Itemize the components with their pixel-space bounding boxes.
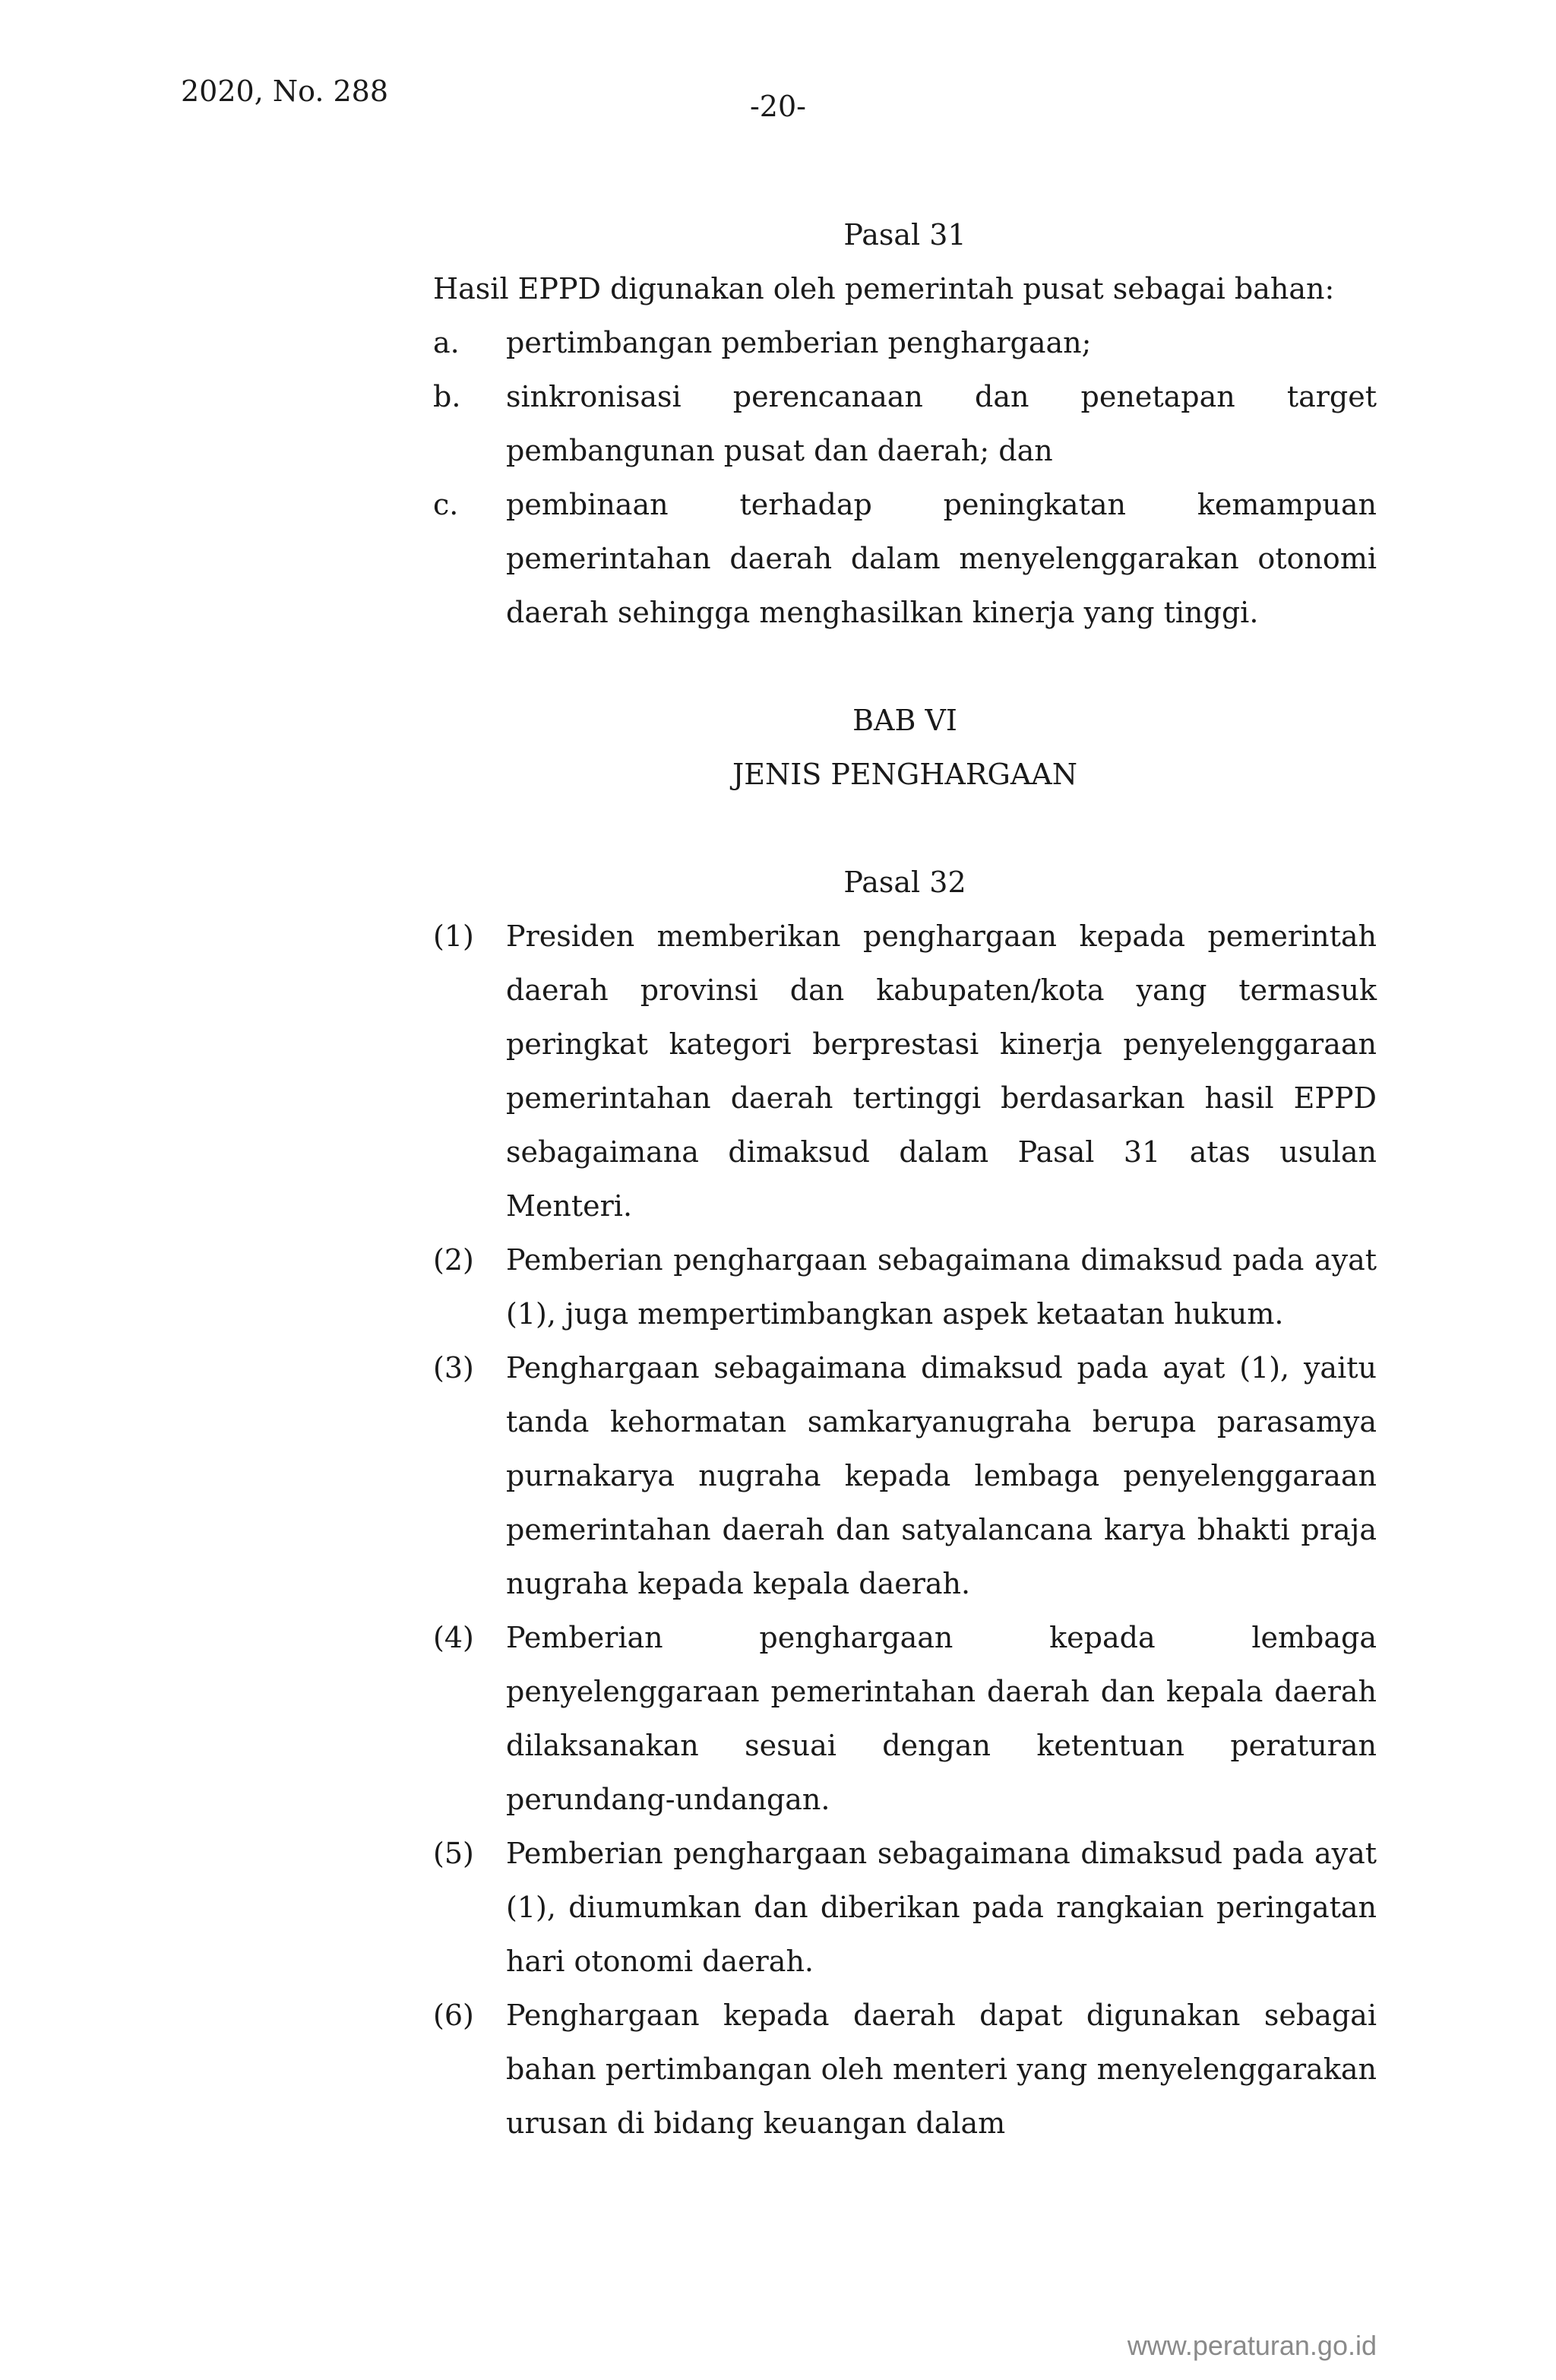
list-item [433, 316, 1377, 370]
list-item-text: sinkronisasi perencanaan dan penetapan target pembangunan pusat dan daerah; dan [506, 380, 1377, 467]
list-item-text: Pemberian penghargaan sebagaimana dimaksud pada ayat (1), diumumkan dan diberikan pada rangkaian peringatan hari otonomi daerah. [506, 1837, 1377, 1978]
list-item-text: Pemberian penghargaan kepada lembaga penyelenggaraan pemerintahan daerah dan kepala daerah dilaksanakan sesuai dengan ketentuan peraturan perundang-undangan. [506, 1621, 1377, 1816]
list-item-marker: c. [433, 488, 459, 521]
list-item-text: Penghargaan kepada daerah dapat digunakan sebagai bahan pertimbangan oleh menteri yang menyelenggarakan urusan di bidang keuangan dalam [506, 1999, 1377, 2140]
list-item-marker: (6) [433, 1999, 474, 2032]
footer-url: www.peraturan.go.id [1127, 2330, 1377, 2361]
list-item-marker: (5) [433, 1837, 474, 1870]
list-item-marker: (2) [433, 1243, 474, 1277]
list-item [433, 1233, 1377, 1341]
pasal-31-title: Pasal 31 [843, 218, 966, 252]
document-body [433, 208, 1377, 2151]
list-item-text: pembinaan terhadap peningkatan kemampuan pemerintahan daerah dalam menyelenggarakan otonomi daerah sehingga menghasilkan kinerja yang tinggi. [506, 488, 1377, 629]
pasal-31-intro: Hasil EPPD digunakan oleh pemerintah pusat sebagai bahan: [433, 272, 1335, 305]
list-item-text: Pemberian penghargaan sebagaimana dimaksud pada ayat (1), juga mempertimbangkan aspek ketaatan hukum. [506, 1243, 1377, 1331]
page-number: -20- [749, 90, 807, 123]
chapter-title: JENIS PENGHARGAAN [732, 758, 1077, 791]
list-item-text: Penghargaan sebagaimana dimaksud pada ayat (1), yaitu tanda kehormatan samkaryanugraha berupa parasamya purnakarya nugraha kepada lembaga penyelenggaraan pemerintahan daerah dan satyalancana karya bhakti praja nugraha kepada kepala daerah. [506, 1351, 1377, 1600]
list-item [433, 1827, 1377, 1989]
list-item-marker: b. [433, 380, 461, 413]
list-item-text: pertimbangan pemberian penghargaan; [506, 326, 1092, 359]
list-item [433, 910, 1377, 1233]
document-reference: 2020, No. 288 [181, 74, 389, 108]
list-item [433, 1611, 1377, 1827]
list-item-text: Presiden memberikan penghargaan kepada pemerintah daerah provinsi dan kabupaten/kota yang termasuk peringkat kategori berprestasi kinerja penyelenggaraan pemerintahan daerah tertinggi berdasarkan hasil EPPD sebagaimana dimaksud dalam Pasal 31 atas usulan Menteri. [506, 919, 1377, 1223]
list-item [433, 478, 1377, 640]
list-item-marker: (1) [433, 919, 474, 953]
chapter-number: BAB VI [852, 704, 957, 737]
list-item [433, 1989, 1377, 2151]
list-item [433, 370, 1377, 478]
list-item-marker: (4) [433, 1621, 474, 1654]
list-item-marker: a. [433, 326, 460, 359]
list-item-marker: (3) [433, 1351, 474, 1385]
pasal-32-title: Pasal 32 [843, 866, 966, 899]
list-item [433, 1341, 1377, 1611]
